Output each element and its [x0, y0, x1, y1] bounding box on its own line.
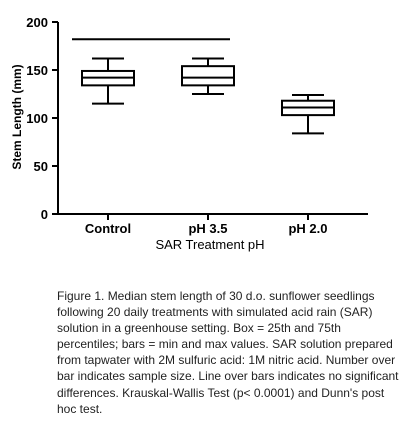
y-tick-label: 200: [26, 15, 48, 30]
box-plot-ph-2-0: [282, 95, 334, 133]
x-tick-label: Control: [84, 221, 132, 236]
y-tick-label: 100: [26, 111, 48, 126]
figure-caption: Figure 1. Median stem length of 30 d.o. sunflower seedlings following 20 daily treatments with simulated acid rain (SAR) solution in a greenhouse setting. Box = 25th and 75th percentiles; bars = min and max values. SAR solution prepared from tapwater with 2M sulfuric acid: 1M nitric acid. Number over bar indicates sample size. Line over bars indicates no significant differences. Krauskal-Wallis Test (p< 0.0001) and Dunn's post hoc test.: [57, 289, 399, 416]
y-tick-label: 150: [26, 63, 48, 78]
x-axis: [58, 214, 368, 236]
box-plot-ph-3-5: [182, 58, 234, 94]
y-axis-label: Stem Length (mm): [10, 64, 24, 170]
y-tick-label: 50: [33, 159, 48, 174]
y-tick-label: 0: [40, 207, 48, 222]
x-tick-label: pH 3.5: [188, 221, 228, 236]
x-axis-label: SAR Treatment pH: [155, 237, 265, 252]
box-plot-control: [82, 58, 134, 103]
y-axis: [26, 15, 58, 222]
box-series: [82, 58, 334, 133]
iqr-box: [182, 66, 234, 85]
x-tick-label: pH 2.0: [288, 221, 328, 236]
